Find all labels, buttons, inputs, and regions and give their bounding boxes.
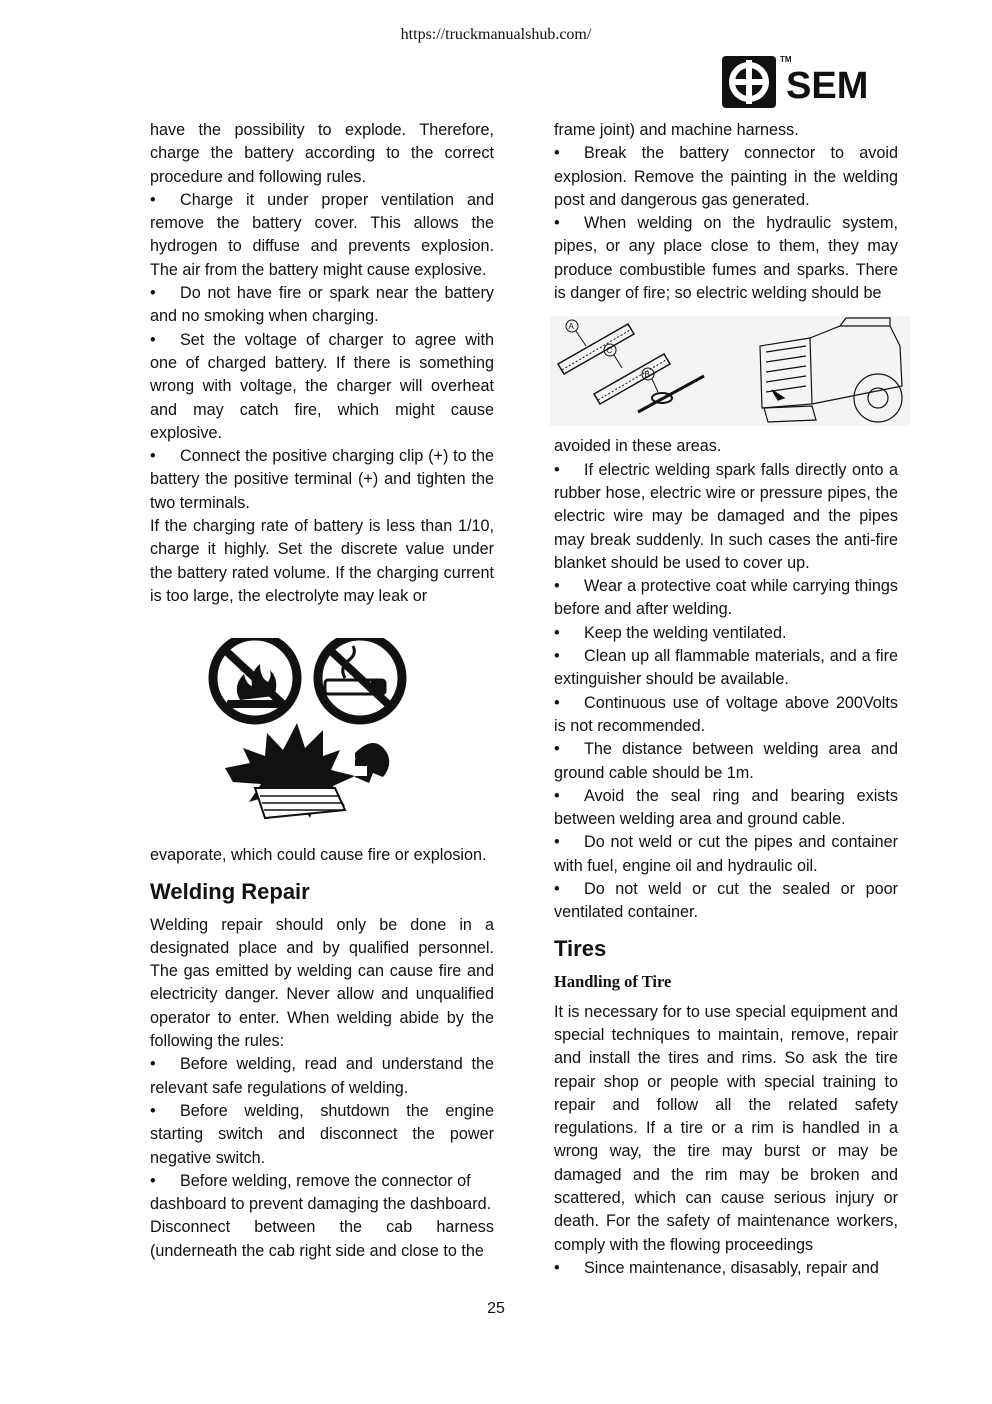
no-fire-icon bbox=[213, 638, 297, 720]
left-bullet-2: • Do not have fire or spark near the battery and no smoking when charging. bbox=[150, 284, 494, 326]
right-after-figure: avoided in these areas. bbox=[554, 437, 722, 456]
welding-tail: Disconnect between the cab harness (underneath the cab right side and close to the bbox=[150, 1218, 494, 1260]
label-c: C bbox=[606, 346, 613, 355]
right-bullet-b6: • The distance between welding area and ground cable should be 1m. bbox=[554, 740, 898, 782]
header-url: https://truckmanualshub.com/ bbox=[400, 26, 592, 43]
right-bullet-a1: • Break the battery connector to avoid explosion. Remove the painting in the welding post and dangerous gas generated. bbox=[554, 144, 898, 209]
right-bullet-b2: • Wear a protective coat while carrying things before and after welding. bbox=[554, 577, 898, 619]
right-bullet-b1: • If electric welding spark falls directly onto a rubber hose, electric wire or pressure pipes, the electric wire may be damaged and the pipes may break suddenly. In such cases the anti-fire blanket should be used to cover up. bbox=[554, 460, 898, 572]
right-bullet-b5: • Continuous use of voltage above 200Volts is not recommended. bbox=[554, 693, 898, 735]
right-bullet-b9: • Do not weld or cut the sealed or poor ventilated container. bbox=[554, 880, 898, 922]
no-smoking-icon bbox=[318, 638, 402, 720]
sem-logo-tm: TM bbox=[780, 55, 792, 64]
welding-intro: Welding repair should only be done in a designated place and by qualified personnel. The gas emitted by welding can cause fire and electricity danger. Never allow and unqualified operator to enter. When welding abide by the following the rules: bbox=[150, 915, 494, 1051]
right-bullet-a2: • When welding on the hydraulic system, pipes, or any place close to them, they may produce combustible fumes and sparks. There is danger of fire; so electric welding should be bbox=[554, 214, 898, 303]
right-bullet-b3: • Keep the welding ventilated. bbox=[554, 623, 787, 642]
right-bullet-b7: • Avoid the seal ring and bearing exists between welding area and ground cable. bbox=[554, 786, 898, 829]
welding-bullet-3: • Before welding, remove the connector of dashboard to prevent damaging the dashboard. bbox=[150, 1171, 492, 1214]
tires-para: It is necessary for to use special equipment and special techniques to maintain, remove, repair and install the tires and rims. So ask the tire repair shop or people with special training to repair and follow all the related safety regulations. If a tire or a rim is handled in a wrong way, the tire may burst or may be damaged and the rim may be broken and scattered, which can cause serious injury or death. For the safety of maintenance workers, comply with the flowing proceedings bbox=[554, 1002, 898, 1254]
right-bullet-b8: • Do not weld or cut the pipes and container with fuel, engine oil and hydraulic oil. bbox=[554, 833, 898, 875]
right-top: frame joint) and machine harness. bbox=[554, 121, 799, 139]
sem-logo-text: SEM bbox=[786, 65, 869, 107]
right-bullet-b4: • Clean up all flammable materials, and a fire extinguisher should be available. bbox=[554, 647, 898, 689]
welding-areas-figure bbox=[550, 316, 910, 426]
left-after-figure: evaporate, which could cause fire or explosion. bbox=[150, 846, 487, 865]
battery-warning-figure bbox=[205, 638, 415, 828]
welding-heading: Welding Repair bbox=[150, 878, 310, 904]
left-charging-para: If the charging rate of battery is less than 1/10, charge it highly. Set the discrete value under the battery rated volume. If the charging current is too large, the electrolyte may leak or bbox=[150, 517, 494, 605]
svg-text:+: + bbox=[351, 754, 357, 764]
right-last-bullet: • Since maintenance, disasably, repair and bbox=[554, 1258, 879, 1277]
label-b: B bbox=[644, 370, 650, 379]
welding-bullet-1: • Before welding, read and understand the relevant safe regulations of welding. bbox=[150, 1055, 494, 1097]
explosion-icon bbox=[225, 723, 389, 818]
left-bullet-4: • Connect the positive charging clip (+) to the battery the positive terminal (+) and tighten the two terminals. bbox=[150, 447, 494, 512]
welding-bullet-2: • Before welding, shutdown the engine starting switch and disconnect the power negative switch. bbox=[150, 1101, 494, 1167]
sem-logo bbox=[720, 50, 890, 112]
page-number: 25 bbox=[487, 1300, 505, 1317]
tires-heading: Tires bbox=[554, 935, 607, 961]
left-bullet-3: • Set the voltage of charger to agree with one of charged battery. If there is something wrong with voltage, the charger will overheat and may catch fire, which might cause explosive. bbox=[150, 330, 494, 442]
label-a: A bbox=[568, 322, 574, 331]
tires-subheading: Handling of Tire bbox=[554, 971, 672, 991]
left-bullet-1: • Charge it under proper ventilation and remove the battery cover. This allows the hydrogen to diffuse and prevents explosion. The air from the battery might cause explosive. bbox=[150, 190, 494, 279]
left-intro: have the possibility to explode. Therefore, charge the battery according to the correct procedure and following rules. bbox=[150, 121, 494, 186]
right-column bbox=[554, 119, 898, 1280]
